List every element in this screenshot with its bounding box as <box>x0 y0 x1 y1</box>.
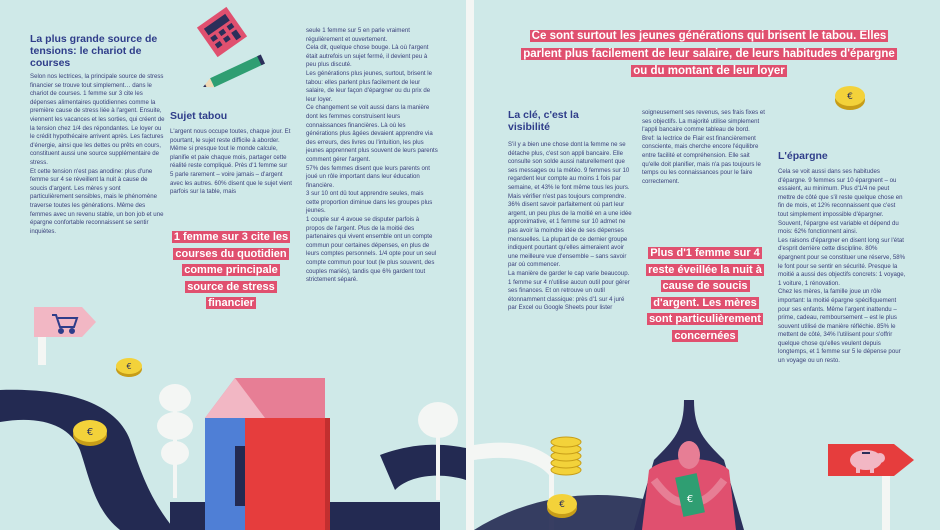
page-gutter <box>466 0 474 530</box>
euro-symbol: € <box>126 362 132 371</box>
piggy-bank-sign <box>824 440 920 530</box>
house-illustration <box>205 378 330 530</box>
euro-symbol: € <box>686 494 694 505</box>
pull-quote-nuit <box>645 245 765 344</box>
euro-coin-icon <box>544 490 580 520</box>
left-page <box>0 0 466 530</box>
right-column-3: Cela se voit aussi dans ses habitudes d'épargne. 9 femmes sur 10 épargnent – ou essaient, au minimum. Plus d'1/4 ne peut mettre de côté que s'il reste quelque chose en fin de mois, et 12% reconnaissent que c'est tout simplement impossible d'épargner. Souvent, l'épargne est variable et dépend du mois: 62% fonctionnent ainsi. Les raisons d'épargner en disent long sur l'état d'esprit derrière cette discipline. 80% épargnent pour se constituer une réserve, 58% le font pour se sentir en sécurité. Presque la moitié a aussi des objectifs concrets: 1 voyage, 1 voiture, 1 rénovation. Chez les mères, la famille joue un rôle important: la moitié épargne spécifiquement pour ses enfants. Même l'argent inattendu – prime, cadeau, remboursement – est le plus souvent utilisé de manière réfléchie. 85% le mettent de côté, 34% l'utilisent pour s'offrir quelque chose qu'elles veulent depuis longtemps, et 1 femme sur 5 le dépense pour un voyage ou un resto. <box>778 168 906 365</box>
section-heading-tensions: La plus grande source de tensions: le chariot de courses <box>30 33 158 69</box>
tree-illustration <box>150 378 200 498</box>
shopping-cart-sign <box>30 305 100 365</box>
right-column-1: S'il y a bien une chose dont la femme ne se détache plus, c'est son appli bancaire. Elle consulte son solde aussi naturellement que ses messages ou la météo. 9 femmes sur 10 regardent leur compte au moins 1 fois par semaine, et 43% le font même tous les jours. Mais vérifier n'est pas toujours comprendre. 36% disent savoir parfaitement où part leur argent, un peu plus de la moitié en a une idée approximative, et 1 femme sur 10 admet ne pas avoir la moindre idée de ses dépenses mensuelles. La plupart de ce dernier groupe indiquent pourtant qu'elles aimeraient avoir une meilleure vue d'ensemble – sans savoir par où commencer. La manière de garder le cap varie beaucoup. 1 femme sur 4 n'utilise aucun outil pour gérer ses finances. Et on retrouve un outil étonnamment classique: près d'1 sur 4 juré par Excel ou Google Sheets pour lister <box>508 141 632 312</box>
woman-holding-money-illustration <box>624 400 754 530</box>
section-heading-epargne: L'épargne <box>778 150 828 162</box>
right-page <box>474 0 940 530</box>
banner-text: Ce sont surtout les jeunes générations qui brisent le tabou. Elles parlent plus facilement de leur salaire, de leurs habitudes d'épargne ou du montant de leur loyer <box>523 30 895 77</box>
left-column-1: Selon nos lectrices, la principale source de stress financier se trouve tout simplement… dans le chariot de courses. 1 femme sur 3 cite les dépenses alimentaires quotidiennes comme la première cause de stress liée à l'argent. Ensuite, viennent les vacances et les sorties, qui créent de la tension chez 1/4 des répondantes. Le loyer ou le crédit hypothécaire arrivent après. Les factures d'énergie, ainsi que les dettes ou prêts en cours, constituent aussi une source supplémentaire de stress. Et cette tension n'est pas anodine: plus d'une femme sur 4 se réveillent la nuit à cause de soucis d'argent. Les mères y sont particulièrement sensibles, mais le phénomène traverse toutes les générations. Même des femmes avec un revenu stable, un bon job et une épargne confortable reconnaissent se sentir inquiètes. <box>30 73 165 235</box>
euro-symbol: € <box>86 427 94 438</box>
tree-illustration <box>410 390 466 500</box>
euro-coin-icon <box>70 415 110 449</box>
left-column-2: L'argent nous occupe toutes, chaque jour. Et pourtant, le sujet reste difficile à aborder. Même si presque tout le monde calcule, planifie et paie chaque mois, partager cette réalité reste compliqué. Près d'1 femme sur 5 parle rarement – voire jamais – d'argent avec les autres. 60% disent que le sujet vient parfois sur la table, mais <box>170 128 292 196</box>
right-column-2: soigneusement ses revenus, ses frais fixes et ses objectifs. La majorité utilise simplement l'appli bancaire comme tableau de bord. Bref: la lectrice de Flair est financièrement consciente, mais cherche encore l'équilibre entre facilité et compréhension. Elle sait qu'elle doit planifier, mais n'a pas toujours le temps ou les connaissances pour le faire correctement. <box>642 109 765 185</box>
euro-symbol: € <box>559 500 565 510</box>
pull-quote-courses <box>171 229 291 312</box>
euro-coin-icon <box>832 82 868 112</box>
section-heading-visibilite: La clé, c'est la visibilité <box>508 109 579 133</box>
pull-quote-text: Plus d'1 femme sur 4 reste éveillée la nuit à cause de soucis d'argent. Les mères sont particulièrement concernées <box>648 247 762 342</box>
calculator-icon <box>196 6 248 58</box>
euro-coin-icon <box>114 355 144 379</box>
euro-symbol: € <box>847 92 853 102</box>
section-heading-sujet-tabou: Sujet tabou <box>170 110 228 122</box>
pencil-icon <box>196 52 271 94</box>
left-column-3: seule 1 femme sur 5 en parle vraiment régulièrement et ouvertement. Cela dit, quelque chose bouge. Là où l'argent était autrefois un sujet fermé, il devient peu à peu plus discuté. Les générations plus jeunes, surtout, brisent le tabou: elles parlent plus facilement de leur salaire, de leur façon d'épargner ou du prix de leur loyer. Ce changement se voit aussi dans la manière dont les femmes construisent leurs connaissances financières. Là où les générations plus âgées devaient apprendre via des erreurs, des livres ou l'intuition, les plus jeunes apprennent plus souvent de leurs parents comment gérer l'argent. 57% des femmes disent que leurs parents ont joué un rôle important dans leur éducation financière. 3 sur 10 ont dû tout apprendre seules, mais cette proportion diminue dans les groupes plus jeunes. 1 couple sur 4 avoue se disputer parfois à propos de l'argent. Plus de la moitié des partenaires qui vivent ensemble ont un compte commun pour certaines dépenses, en plus de leurs comptes personnels. 1/4 opte pour un seul compte commun pour tout (le plus souvent, des couples mariés), tandis que 6% gardent tout strictement séparé. <box>306 27 438 284</box>
pull-quote-text: 1 femme sur 3 cite les courses du quotidien comme principale source de stress financier <box>173 231 289 309</box>
euro-coin-stack-icon <box>546 420 586 480</box>
banner-quote <box>519 28 899 81</box>
